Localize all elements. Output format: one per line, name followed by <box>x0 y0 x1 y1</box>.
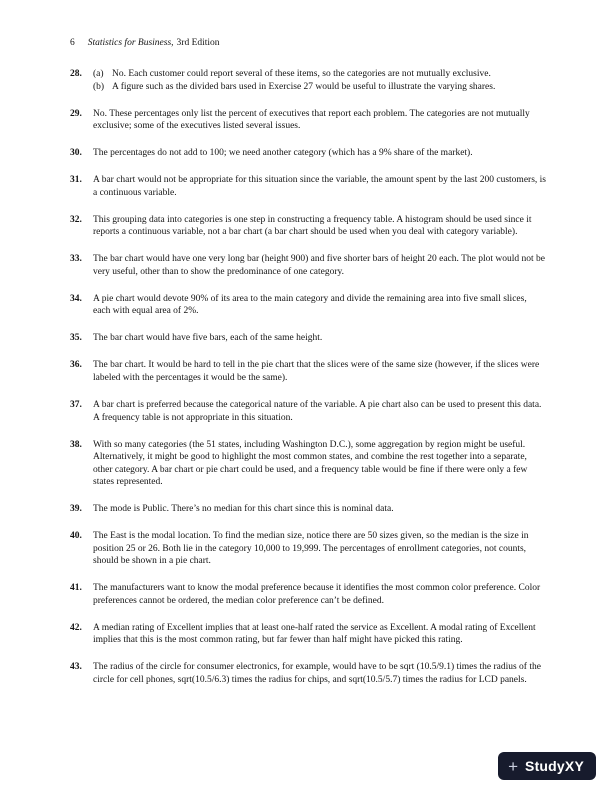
answer-item-33 <box>70 253 546 278</box>
item-number: 32. <box>70 214 82 225</box>
plus-icon: + <box>508 756 519 776</box>
item-number: 40. <box>70 531 82 542</box>
item-number: 33. <box>70 254 82 265</box>
answer-item-30 <box>70 147 546 160</box>
item-number: 35. <box>70 333 82 344</box>
subpart-text: A figure such as the divided bars used in Exercise 27 would be useful to illustrate the varying shares. <box>112 81 496 92</box>
answer-item-40 <box>70 530 546 568</box>
item-number: 31. <box>70 175 82 186</box>
item-text: A median rating of Excellent implies that at least one-half rated the service as Excellent. A modal rating of Excellent implies that this is the most common rating, but far fewer than half might have picked this rating. <box>93 622 536 646</box>
answer-item-32 <box>70 214 546 239</box>
subpart-text: No. Each customer could report several of these items, so the categories are not mutually exclusive. <box>112 69 491 79</box>
studyxy-wordmark <box>525 758 584 774</box>
item-text: The manufacturers want to know the modal preference because it identifies the most common color preference. Color preferences cannot be ordered, the median color preference can’t be defined. <box>93 583 541 606</box>
answer-item-35 <box>70 332 546 345</box>
page-header <box>70 38 546 48</box>
item-number: 28. <box>70 69 82 79</box>
item-number: 39. <box>70 504 82 515</box>
item-text: With so many categories (the 51 states, including Washington D.C.), some aggregation by region might be useful. Alternatively, it might be good to highlight the most common states, and combine the rest together into a separate, other category. A bar chart or pie chart could be used, and a frequency table would be fine if there were only a few states represented. <box>93 439 528 488</box>
item-number: 43. <box>70 662 82 673</box>
item-text: The bar chart would have five bars, each of the same height. <box>93 333 323 344</box>
answers-list <box>70 68 546 687</box>
answer-item-29 <box>70 108 546 133</box>
item-text: The percentages do not add to 100; we need another category (which has a 9% share of the market). <box>93 148 473 159</box>
item-text: This grouping data into categories is one step in constructing a frequency table. A histogram should be used since it reports a continuous variable, not a bar chart (a bar chart should be used when you deal with category variable). <box>93 214 532 238</box>
answer-item-28 <box>70 68 546 93</box>
answer-item-31 <box>70 174 546 199</box>
item-text: The East is the modal location. To find the median size, notice there are 50 sizes given, so the median is the size in position 25 or 26. Both lie in the category 10,000 to 19,999. The percentages of enrollment categories, not counts, should be shown in a pie chart. <box>93 531 529 567</box>
item-number: 38. <box>70 439 82 450</box>
book-title: Statistics for Business, <box>87 38 174 48</box>
answer-subpart-b <box>93 81 546 94</box>
answer-item-36 <box>70 359 546 384</box>
page-number: 6 <box>70 38 75 48</box>
item-number: 29. <box>70 108 82 119</box>
subpart-label: (b) <box>93 81 105 92</box>
item-number: 37. <box>70 400 82 410</box>
answer-item-42 <box>70 622 546 647</box>
item-text: A bar chart is preferred because the categorical nature of the variable. A pie chart also can be used to present this data. A frequency table is not appropriate in this situation. <box>93 400 542 423</box>
item-number: 42. <box>70 622 82 633</box>
item-number: 36. <box>70 360 82 371</box>
item-text: A pie chart would devote 90% of its area to the main category and divide the remaining area into five small slices, each with equal area of 2%. <box>93 293 527 317</box>
item-number: 41. <box>70 583 82 594</box>
item-number: 30. <box>70 148 82 159</box>
answer-item-39 <box>70 503 546 516</box>
subpart-label: (a) <box>93 69 104 79</box>
item-text: The mode is Public. There’s no median for this chart since this is nominal data. <box>93 504 394 515</box>
answer-item-41 <box>70 582 546 607</box>
item-number: 34. <box>70 293 82 304</box>
item-text: The bar chart would have one very long bar (height 900) and five shorter bars of height 20 each. The plot would not be very useful, other than to show the predominance of one category. <box>93 254 545 277</box>
answer-item-43 <box>70 661 546 686</box>
answer-item-38 <box>70 439 546 489</box>
item-text: The bar chart. It would be hard to tell in the pie chart that the slices were of the same size (however, if the slices were labeled with the percentages it would be the same). <box>93 360 540 383</box>
answer-item-37 <box>70 399 546 424</box>
answer-subpart-a <box>93 68 546 81</box>
edition-label: 3rd Edition <box>176 38 220 48</box>
item-text: No. These percentages only list the percent of executives that report each problem. The categories are not mutually exclusive; some of the executives listed several issues. <box>93 108 530 132</box>
studyxy-logo[interactable] <box>498 752 596 780</box>
item-body <box>93 68 546 93</box>
item-text: A bar chart would not be appropriate for this situation since the variable, the amount spent by the last 200 customers, is a continuous variable. <box>93 175 546 198</box>
answer-item-34 <box>70 293 546 318</box>
studyxy-xy-text: XY <box>564 758 584 774</box>
item-text: The radius of the circle for consumer electronics, for example, would have to be sqrt (10.5/9.1) times the radius of the circle for cell phones, sqrt(10.5/6.3) times the radius for chips, and sqrt(10.5/5.7) times the radius for LCD panels. <box>93 662 541 685</box>
studyxy-study-text: Study <box>525 758 565 774</box>
